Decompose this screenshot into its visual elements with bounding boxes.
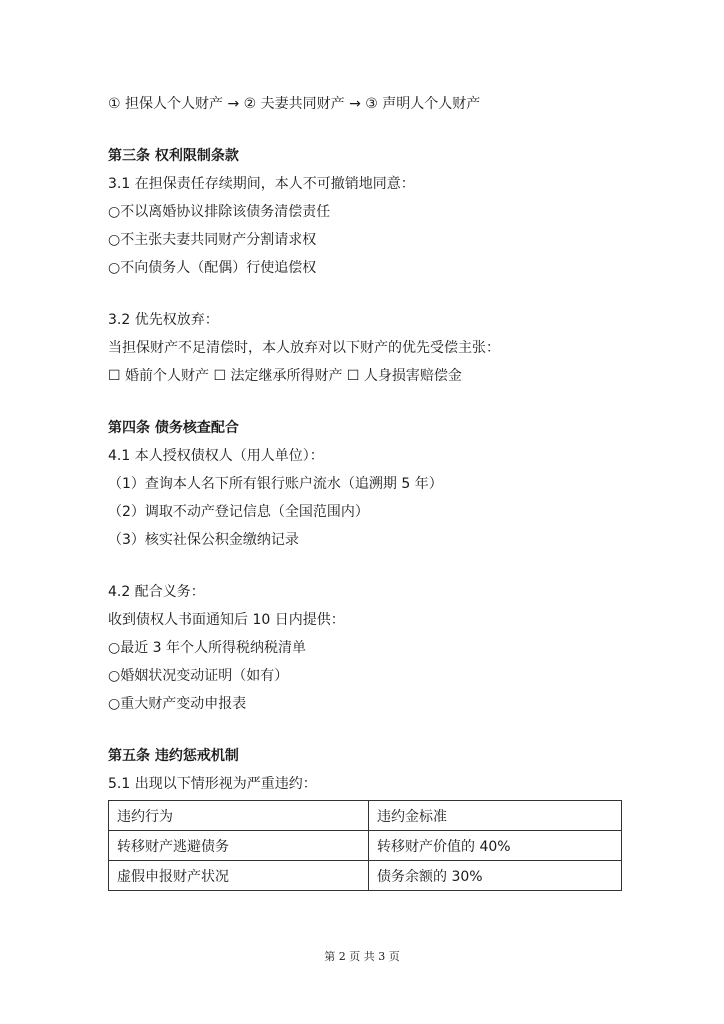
clause-4-2-item: ○重大财产变动申报表 (108, 696, 247, 712)
clause-3-1: 3.1 在担保责任存续期间，本人不可撤销地同意： (108, 176, 415, 192)
table-row (109, 861, 622, 891)
clause-4-1-item: （2）调取不动产登记信息（全国范围内） (108, 504, 369, 520)
table-header-row (109, 801, 622, 831)
article-3-title: 第三条 权利限制条款 (108, 148, 239, 164)
clause-3-2: 3.2 优先权放弃： (108, 312, 219, 328)
article-5-title: 第五条 违约惩戒机制 (108, 748, 239, 764)
table-row (109, 831, 622, 861)
table-cell: 转移财产价值的 40% (369, 831, 622, 861)
repayment-order-line: ① 担保人个人财产 → ② 夫妻共同财产 → ③ 声明人个人财产 (108, 96, 481, 112)
table-header-cell: 违约行为 (109, 801, 369, 831)
clause-4-2-item: ○婚姻状况变动证明（如有） (108, 668, 289, 684)
clause-3-1-item: ○不主张夫妻共同财产分割请求权 (108, 232, 317, 248)
article-4-title: 第四条 债务核查配合 (108, 420, 239, 436)
clause-4-2-item: ○最近 3 年个人所得税纳税清单 (108, 640, 307, 656)
document-page (108, 90, 628, 891)
clause-3-1-item: ○不向债务人（配偶）行使追偿权 (108, 260, 317, 276)
table-header-cell: 违约金标准 (369, 801, 622, 831)
table-cell: 转移财产逃避债务 (109, 831, 369, 861)
clause-4-2-text: 收到债权人书面通知后 10 日内提供： (108, 612, 345, 628)
clause-4-1-item: （1）查询本人名下所有银行账户流水（追溯期 5 年） (108, 476, 443, 492)
clause-4-1-item: （3）核实社保公积金缴纳记录 (108, 532, 299, 548)
clause-5-1: 5.1 出现以下情形视为严重违约： (108, 776, 317, 792)
page-footer: 第 2 页 共 3 页 (324, 950, 400, 963)
penalty-table (108, 800, 622, 891)
clause-4-2: 4.2 配合义务： (108, 584, 205, 600)
table-cell: 虚假申报财产状况 (109, 861, 369, 891)
clause-3-2-checkbox-options: ☐ 婚前个人财产 ☐ 法定继承所得财产 ☐ 人身损害赔偿金 (108, 368, 462, 384)
clause-3-1-item: ○不以离婚协议排除该债务清偿责任 (108, 204, 331, 220)
clause-3-2-text: 当担保财产不足清偿时，本人放弃对以下财产的优先受偿主张： (108, 340, 500, 356)
table-cell: 债务余额的 30% (369, 861, 622, 891)
clause-4-1: 4.1 本人授权债权人（用人单位）： (108, 448, 324, 464)
